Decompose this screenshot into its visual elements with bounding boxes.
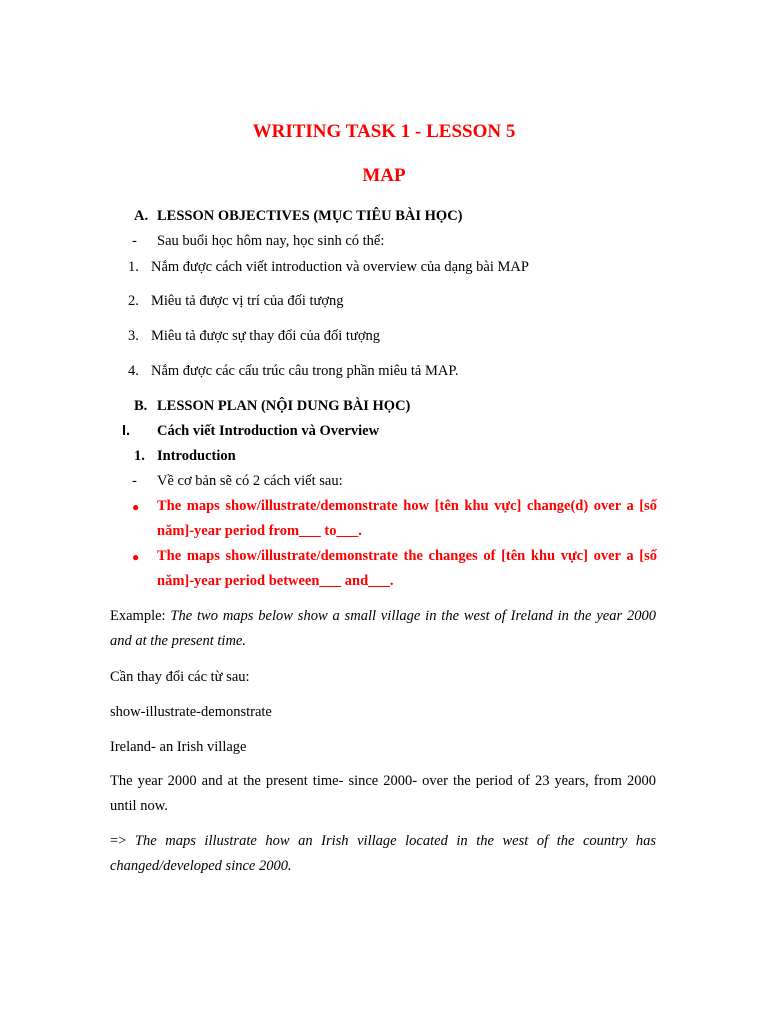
bullet-2-text: The maps show/illustrate/demonstrate the changes of [tên khu vực] over a [số năm]-year period between___ and___. bbox=[157, 548, 657, 589]
example-text: The two maps below show a small village in the west of Ireland in the year 2000 and at the present time. bbox=[110, 608, 656, 649]
ways-dash: - bbox=[132, 473, 137, 489]
bullet-1-text: The maps show/illustrate/demonstrate how [tên khu vực] change(d) over a [số năm]-year period from___ to___. bbox=[157, 498, 657, 539]
change-note: Cần thay đổi các từ sau: bbox=[110, 669, 250, 685]
result-arrow: => bbox=[110, 833, 135, 849]
ways-text: Về cơ bản sẽ có 2 cách viết sau: bbox=[157, 473, 343, 489]
part-one-heading: Cách viết Introduction và Overview bbox=[157, 423, 380, 439]
result-text: The maps illustrate how an Irish village located in the west of the country has changed/developed since 2000. bbox=[110, 833, 656, 874]
bullet-2-dot: ● bbox=[132, 550, 140, 564]
sub-one-marker: 1. bbox=[134, 448, 145, 464]
page-title: WRITING TASK 1 - LESSON 5 bbox=[252, 121, 516, 142]
sub-one-heading: Introduction bbox=[157, 448, 236, 464]
section-a-marker: A. bbox=[134, 208, 149, 224]
section-b-marker: B. bbox=[134, 398, 148, 414]
intro-dash: - bbox=[132, 233, 137, 249]
objective-2-text: Miêu tả được vị trí của đối tượng bbox=[151, 293, 344, 309]
example-label: Example: bbox=[110, 608, 171, 624]
part-one-marker: I. bbox=[122, 423, 131, 439]
result-paragraph bbox=[110, 829, 656, 879]
change-item-3: The year 2000 and at the present time- since 2000- over the period of 23 years, from 2000 until now. bbox=[110, 773, 656, 814]
change-item-2: Ireland- an Irish village bbox=[110, 739, 247, 755]
example-paragraph bbox=[110, 604, 656, 654]
page-subtitle: MAP bbox=[362, 165, 406, 186]
objective-4-marker: 4. bbox=[128, 363, 139, 379]
objective-4-text: Nắm được các cấu trúc câu trong phần miêu tả MAP. bbox=[151, 363, 459, 379]
change-item-1: show-illustrate-demonstrate bbox=[110, 704, 272, 720]
objective-1-text: Nắm được cách viết introduction và overview của dạng bài MAP bbox=[151, 259, 529, 275]
bullet-1-dot: ● bbox=[132, 500, 140, 514]
objective-2-marker: 2. bbox=[128, 293, 139, 309]
section-b-heading: LESSON PLAN (NỘI DUNG BÀI HỌC) bbox=[157, 398, 411, 414]
objective-3-text: Miêu tả được sự thay đổi của đối tượng bbox=[151, 328, 380, 344]
section-a-heading: LESSON OBJECTIVES (MỤC TIÊU BÀI HỌC) bbox=[157, 208, 463, 224]
objective-3-marker: 3. bbox=[128, 328, 139, 344]
intro-text: Sau buổi học hôm nay, học sinh có thể: bbox=[157, 233, 385, 249]
objective-1-marker: 1. bbox=[128, 259, 139, 275]
